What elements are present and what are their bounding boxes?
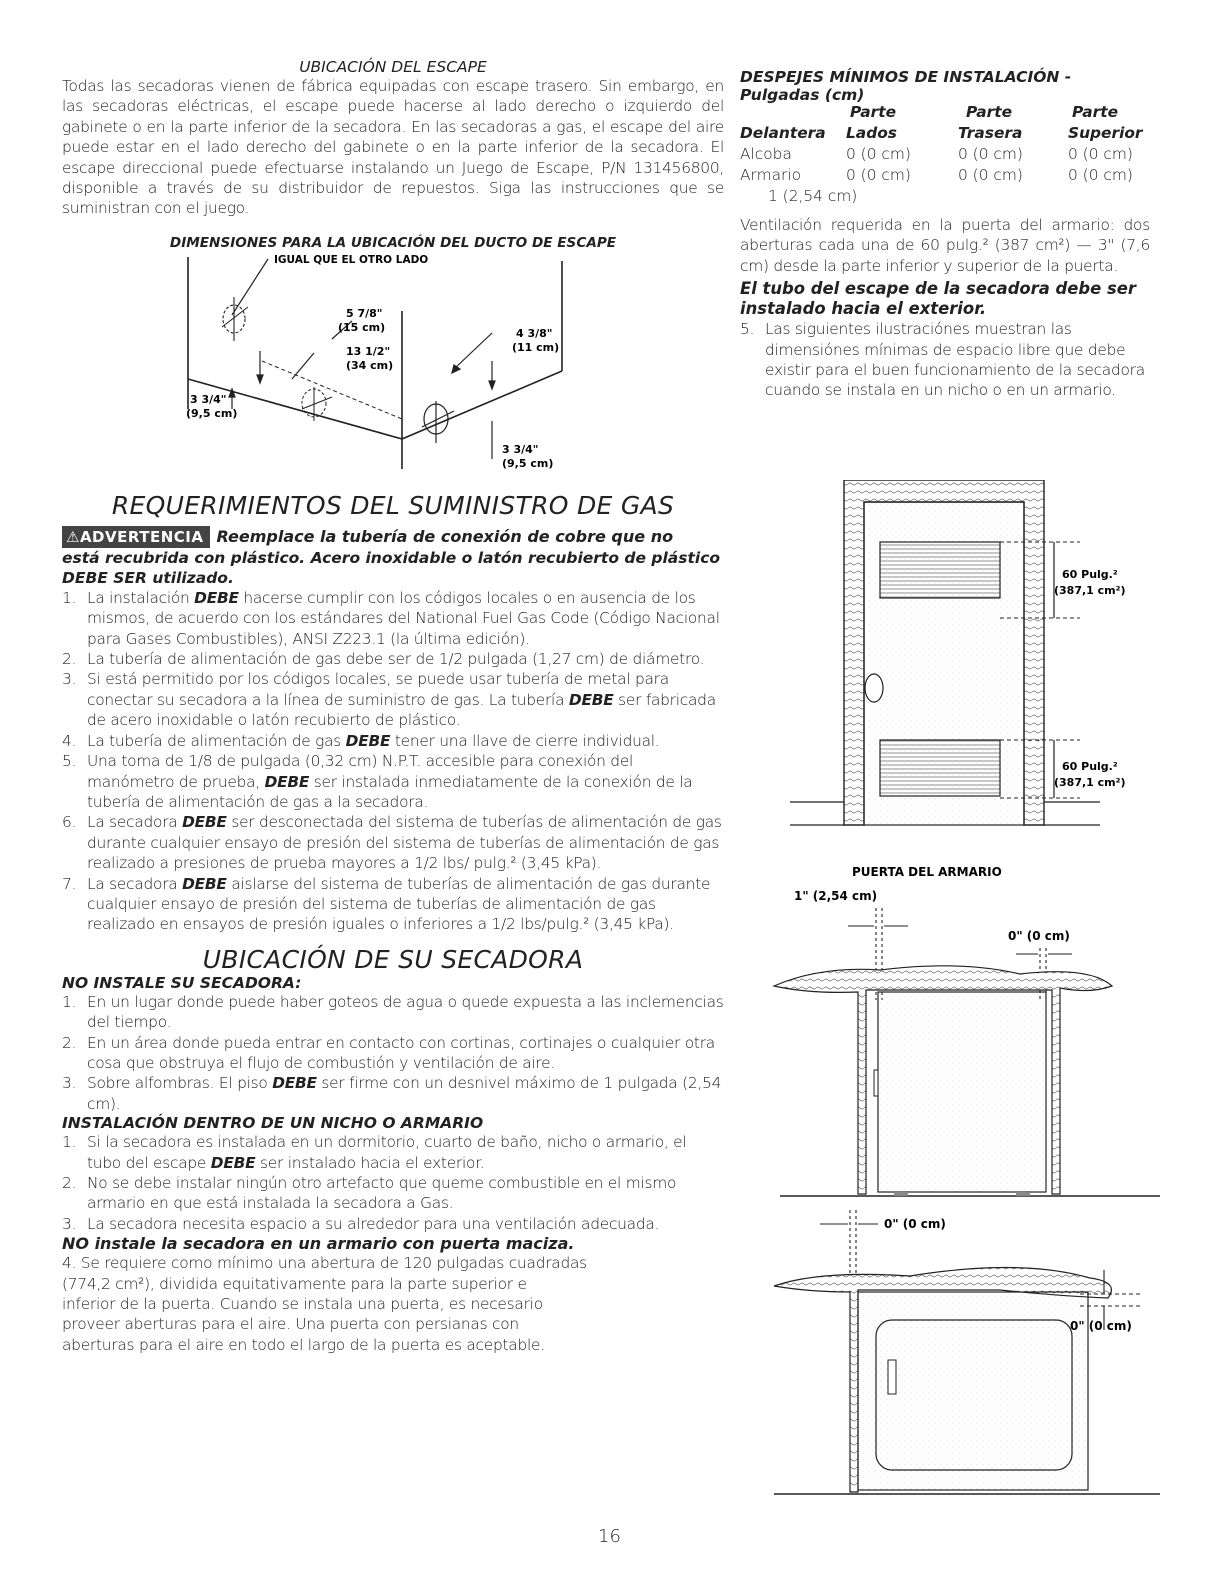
col-head-top: Superior xyxy=(1068,124,1143,142)
item-5-list xyxy=(740,319,1150,401)
warning-text-1: Reemplace la tubería de conexión de cobre que no xyxy=(216,526,674,546)
table-cell: 0 (0 cm) xyxy=(1068,166,1133,184)
item-text: Si está permitido por los códigos locales, se puede usar tubería de metal para conectar su secadora a la línea de suministro de gas. La tubería xyxy=(87,670,669,709)
front-left-gap-label: 1" (2,54 cm) xyxy=(794,889,878,903)
item-4-paragraph xyxy=(62,1253,724,1355)
item-number: 2. xyxy=(62,1033,77,1052)
door-diagram xyxy=(790,480,1125,879)
vent-bottom-label: 60 Pulg.² xyxy=(1062,760,1118,773)
item-5-text: Las siguientes ilustraciónes muestran las dimensiónes mínimas de espacio libre que debe existir para el buen funcionamiento de la secadora cuando se instala en un nicho o en un armario. xyxy=(765,320,1145,400)
dim-c-cm-label: (11 cm) xyxy=(512,340,560,354)
col-head-top-3: Parte xyxy=(1072,103,1119,121)
front-clearance-diagram xyxy=(774,889,1160,1196)
clearance-table xyxy=(740,102,1143,207)
item-number: 3. xyxy=(62,670,77,689)
item-text: La secadora xyxy=(87,813,183,832)
top-vent xyxy=(880,542,1000,598)
list-item xyxy=(62,1033,724,1074)
item-number: 3. xyxy=(62,1074,77,1093)
list-item xyxy=(62,1214,724,1234)
list-item xyxy=(62,588,724,649)
table-cell: 0 (0 cm) xyxy=(846,145,911,163)
table-cell: 0 (0 cm) xyxy=(958,145,1023,163)
dim-b-label: 13 1/2" xyxy=(346,344,391,358)
exhaust-paragraph: Todas las secadoras vienen de fábrica equipadas con escape trasero. Sin embargo, en las secadoras eléctricas, el escape puede hacerse al lado derecho o izquierdo del gabinete o en la parte inferior de la secadora. En las secadoras a gas, el escape del aire puede estar en el lado derecho del gabinete o en la parte inferior de la secadora. El escape direccional puede efectuarse instalando un Juego de Escape, P/N 131456800, disponible a través de su distribuidor de repuestos. Siga las instrucciones que se suministran con el juego. xyxy=(62,77,724,218)
col-head-top-2: Parte xyxy=(966,103,1013,121)
item-number: 1. xyxy=(62,992,77,1011)
col-head-sides: Lados xyxy=(846,124,897,142)
item-text: La instalación xyxy=(87,588,195,607)
list-item xyxy=(62,812,724,873)
item-text: Sobre alfombras. El piso xyxy=(87,1074,273,1093)
item-text: La tubería de alimentación de gas debe ser de 1/2 pulgada (1,27 cm) de diámetro. xyxy=(87,650,705,669)
dryer-front xyxy=(878,992,1046,1192)
list-item xyxy=(740,319,1150,401)
item-text: Una toma de 1/8 de pulgada (0,32 cm) N.P.T. accesible para conexión del manómetro de prueba, xyxy=(87,752,634,791)
item-text: La tubería de alimentación de gas xyxy=(87,731,346,750)
gas-section-title: REQUERIMIENTOS DEL SUMINISTRO DE GAS xyxy=(111,490,675,520)
item-text: aislarse del sistema de tuberías de alimentación de gas durante cualquier ensayo de presión del sistema de tuberías de alimentación de gas realizado en ensayos de presión iguales o inferiores a 1/2 lbs/pulg.² (3,45 kPa). xyxy=(87,874,711,934)
table-cell: Alcoba xyxy=(740,145,792,163)
item-text: Si la secadora es instalada en un dormitorio, cuarto de baño, nicho o armario, el tubo del escape xyxy=(87,1133,687,1172)
door-caption: PUERTA DEL ARMARIO xyxy=(852,865,1002,879)
item-text: ser instalada inmediatamente de la conexión de la tubería de alimentación de gas a la secadora. xyxy=(87,772,693,811)
niche-title: INSTALACIÓN DENTRO DE UN NICHO O ARMARIO xyxy=(62,1114,484,1133)
front-right-gap-label: 0" (0 cm) xyxy=(1008,929,1070,943)
no-install-list xyxy=(62,992,724,1114)
warning-text-2: está recubrida con plástico. Acero inoxidable o latón recubierto de plástico xyxy=(62,548,721,567)
list-item xyxy=(62,874,724,935)
list-item xyxy=(62,669,724,730)
same-side-label: IGUAL QUE EL OTRO LADO xyxy=(274,253,429,266)
no-install-title: NO INSTALE SU SECADORA: xyxy=(62,973,302,992)
dim-d-cm-label: (9,5 cm) xyxy=(186,406,238,420)
col-head-top-1: Parte xyxy=(850,103,897,121)
table-row xyxy=(740,165,1143,186)
emphasis-debe: DEBE xyxy=(264,772,310,791)
warning-triangle-icon: ⚠ xyxy=(66,527,80,546)
rear-gap-label: 0" (0 cm) xyxy=(884,1217,946,1231)
table-cell: 0 (0 cm) xyxy=(958,166,1023,184)
item-number: 5. xyxy=(740,320,755,339)
col-head-front: Delantera xyxy=(740,124,826,142)
table-cell: Armario xyxy=(740,166,802,184)
exhaust-note: El tubo del escape de la secadora debe ser instalado hacia el exterior. xyxy=(740,279,1136,319)
table-cell: 1 (2,54 cm) xyxy=(768,187,858,205)
item-number: 3. xyxy=(62,1214,77,1233)
table-cell: 0 (0 cm) xyxy=(846,166,911,184)
left-column xyxy=(62,58,724,1355)
item-number: 6. xyxy=(62,813,77,832)
item-4-line: aberturas para el aire en todo el largo de la puerta es aceptable. xyxy=(62,1335,545,1354)
emphasis-debe: DEBE xyxy=(272,1074,317,1093)
dim-d-label: 3 3/4" xyxy=(190,392,227,406)
item-number: 1. xyxy=(62,588,77,607)
solid-door-warning: NO instale la secadora en un armario con puerta maciza. xyxy=(62,1234,575,1254)
item-text: ser instalado hacia el exterior. xyxy=(255,1153,485,1172)
gas-requirements-list xyxy=(62,588,724,935)
item-number: 7. xyxy=(62,874,77,893)
warning-text-3: DEBE SER utilizado. xyxy=(62,568,234,587)
top-gap-label: 0" (0 cm) xyxy=(1070,1319,1132,1333)
emphasis-debe: DEBE xyxy=(194,588,239,607)
item-text: ser firme con un desnivel máximo de 1 pulgada (2,54 cm). xyxy=(87,1074,722,1113)
vent-top-cm-label: (387,1 cm²) xyxy=(1054,584,1126,597)
item-4-line: (774,2 cm²), dividida equitativamente para la parte superior e xyxy=(62,1274,527,1293)
dim-e-cm-label: (9,5 cm) xyxy=(502,456,554,470)
emphasis-debe: DEBE xyxy=(182,813,227,832)
table-row xyxy=(740,186,1143,207)
duct-diagram xyxy=(62,251,724,487)
item-4-line: 4. Se requiere como mínimo una abertura de 120 pulgadas cuadradas xyxy=(62,1254,587,1273)
list-item xyxy=(62,1132,724,1173)
warning-label: ADVERTENCIA xyxy=(79,527,204,546)
item-text: tener una llave de cierre individual. xyxy=(390,731,660,750)
duct-diagram-title: DIMENSIONES PARA LA UBICACIÓN DEL DUCTO DE ESCAPE xyxy=(169,234,617,251)
clearance-title: DESPEJES MÍNIMOS DE INSTALACIÓN - xyxy=(740,68,1072,86)
item-text: La secadora necesita espacio a su alrededor para una ventilación adecuada. xyxy=(87,1214,660,1233)
list-item xyxy=(62,731,724,751)
location-section-title: UBICACIÓN DE SU SECADORA xyxy=(202,944,584,974)
warning-badge xyxy=(62,526,210,548)
list-item xyxy=(62,649,724,669)
list-item xyxy=(62,1073,724,1114)
clearance-subtitle: Pulgadas (cm) xyxy=(740,86,865,104)
right-hole-icon xyxy=(422,401,454,443)
door-knob-icon xyxy=(865,674,883,702)
dim-c-label: 4 3/8" xyxy=(516,326,553,340)
item-text: ser desconectada del sistema de tuberías de alimentación de gas durante cualquier ensayo de presión del sistema de tuberías de alimentación de gas realizado a presiones de prueba mayores a 1/2 lbs/ pulg.² (3,45 kPa). xyxy=(87,813,722,873)
table-cell: 0 (0 cm) xyxy=(1068,145,1133,163)
item-number: 5. xyxy=(62,752,77,771)
emphasis-debe: DEBE xyxy=(568,690,614,709)
ventilation-text: Ventilación requerida en la puerta del armario: dos aberturas cada una de 60 pulg.² (387 cm²) — 3" (7,6 cm) desde la parte inferior y superior de la puerta. xyxy=(740,216,1150,275)
side-clearance-diagram xyxy=(774,1210,1160,1494)
list-item xyxy=(62,751,724,812)
item-text: En un lugar donde puede haber goteos de agua o quede expuesta a las inclemencias del tiempo. xyxy=(87,992,724,1032)
dim-a-cm-label: (15 cm) xyxy=(338,320,386,334)
item-number: 2. xyxy=(62,650,77,669)
list-item xyxy=(62,992,724,1033)
emphasis-debe: DEBE xyxy=(210,1153,256,1172)
vent-top-label: 60 Pulg.² xyxy=(1062,568,1118,581)
dim-a-label: 5 7/8" xyxy=(346,306,383,320)
col-head-rear: Trasera xyxy=(958,124,1023,142)
bottom-vent xyxy=(880,740,1000,796)
item-text: No se debe instalar ningún otro artefacto que queme combustible en el mismo armario en que está instalada la secadora a Gas. xyxy=(87,1174,677,1213)
item-number: 1. xyxy=(62,1133,77,1152)
warning-block xyxy=(62,526,724,588)
item-4-line: proveer aberturas para el aire. Una puerta con persianas con xyxy=(62,1315,519,1334)
installation-diagrams xyxy=(760,480,1170,1520)
vent-bottom-cm-label: (387,1 cm²) xyxy=(1054,776,1126,789)
table-row xyxy=(740,144,1143,165)
dim-b-cm-label: (34 cm) xyxy=(346,358,394,372)
item-text: En un área donde pueda entrar en contacto con cortinas, cortinajes o cualquier otra cosa que obstruya el flujo de combustión y ventilación de aire. xyxy=(87,1033,715,1072)
emphasis-debe: DEBE xyxy=(345,731,391,750)
item-number: 2. xyxy=(62,1174,77,1192)
list-item xyxy=(62,1173,724,1214)
exhaust-title: UBICACIÓN DEL ESCAPE xyxy=(299,58,487,76)
item-text: hacerse cumplir con los códigos locales o en ausencia de los mismos, de acuerdo con los estándares del National Fuel Gas Code (Código Nacional para Gases Combustibles), ANSI Z223.1 (la última edición). xyxy=(87,588,720,648)
left-hole-icon xyxy=(222,297,248,341)
item-4-line: inferior de la puerta. Cuando se instala una puerta, es necesario xyxy=(62,1295,543,1314)
emphasis-debe: DEBE xyxy=(182,874,227,893)
item-number: 4. xyxy=(62,731,77,750)
item-text: La secadora xyxy=(87,874,183,893)
page-number: 16 xyxy=(598,1526,621,1547)
right-column xyxy=(740,68,1150,401)
dim-e-label: 3 3/4" xyxy=(502,442,539,456)
niche-list xyxy=(62,1132,724,1234)
item-text: ser fabricada de acero inoxidable o latón recubierto de plástico. xyxy=(87,690,716,730)
